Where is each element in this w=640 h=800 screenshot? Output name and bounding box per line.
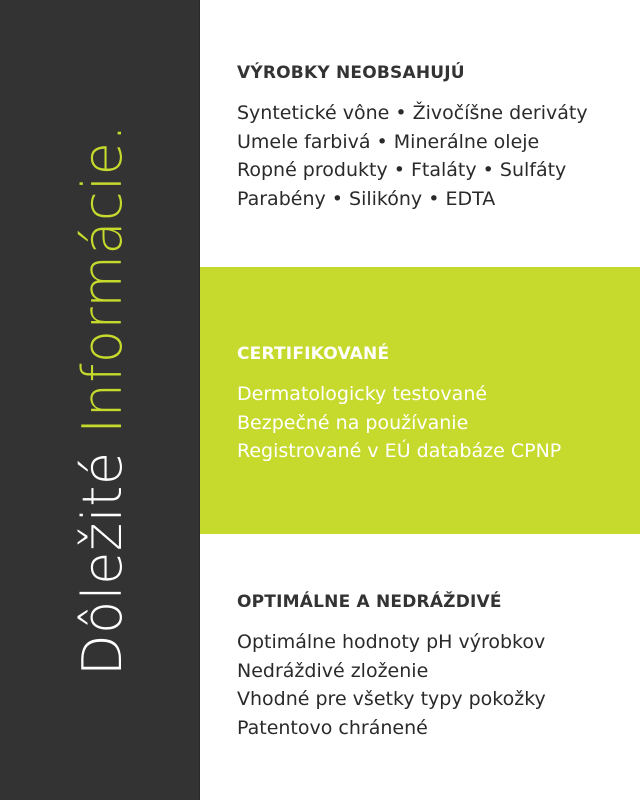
vertical-title [71, 124, 134, 676]
list-item: Umele farbivá • Minerálne oleje [237, 130, 540, 153]
sidebar [0, 0, 200, 800]
list-item: Nedráždivé zloženie [237, 659, 429, 682]
list-item: Ropné produkty • Ftaláty • Sulfáty [237, 159, 567, 181]
section-content [237, 592, 546, 742]
list-item: Bezpečné na používanie [237, 411, 469, 434]
list-item: Syntetické vône • Živočíšne deriváty [237, 102, 588, 124]
list-item: Parabény • Silikóny • EDTA [237, 187, 496, 210]
list-item: Patentovo chránené [237, 716, 428, 739]
title-part-white: Dôležité [71, 451, 134, 676]
section-certified [200, 267, 640, 534]
title-part-green: Informácie. [71, 124, 134, 434]
list-item: Dermatologicky testované [237, 383, 488, 405]
section-ingredients-free [200, 0, 640, 267]
list-item: Registrované v EÚ databáze CPNP [237, 440, 562, 462]
list-item: Vhodné pre všetky typy pokožky [237, 688, 546, 710]
section-content [237, 63, 588, 213]
list-item: Optimálne hodnoty pH výrobkov [237, 631, 546, 653]
section-heading: OPTIMÁLNE A NEDRÁŽDIVÉ [237, 592, 502, 612]
section-content [237, 344, 561, 466]
section-heading: VÝROBKY NEOBSAHUJÚ [237, 63, 465, 83]
section-optimal-nonirritating [200, 534, 640, 800]
section-heading: CERTIFIKOVANÉ [237, 344, 390, 364]
